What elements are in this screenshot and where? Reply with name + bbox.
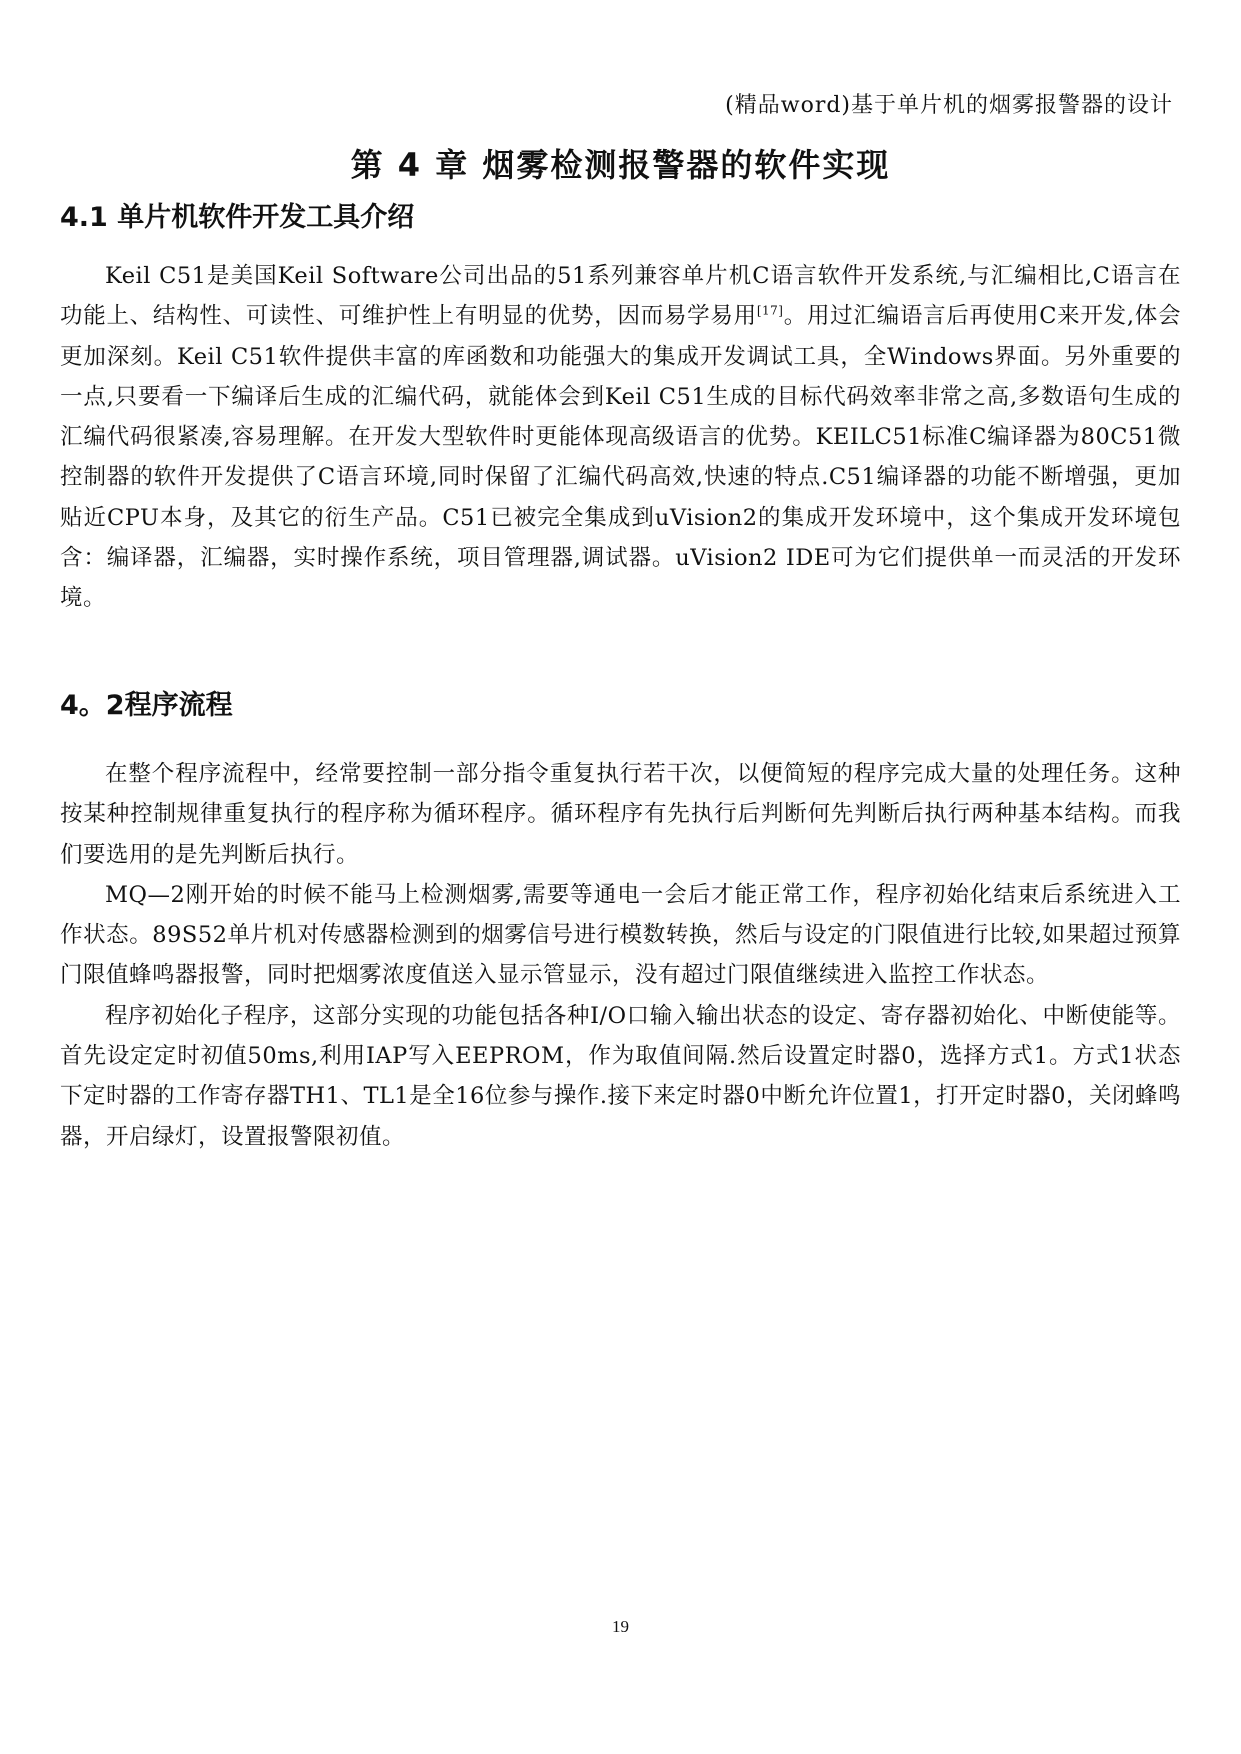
paragraph bbox=[60, 256, 1181, 619]
section-title: 4。2程序流程 bbox=[60, 690, 233, 721]
section-4-1 bbox=[60, 196, 1181, 619]
page-number: 19 bbox=[612, 1617, 629, 1636]
citation-marker: [17] bbox=[756, 303, 784, 318]
running-header: (精品word)基于单片机的烟雾报警器的设计 bbox=[725, 93, 1173, 118]
paragraph: 在整个程序流程中，经常要控制一部分指令重复执行若干次，以便简短的程序完成大量的处理任务。这种按某种控制规律重复执行的程序称为循环程序。循环程序有先执行后判断何先判断后执行两种基本结构。而我们要选用的是先判断后执行。 bbox=[60, 761, 1181, 868]
paragraph-text: Keil C51是美国Keil Software公司出品的51系列兼容单片机C语言软件开发系统,与汇编相比,C语言在功能上、结构性、可读性、可维护性上有明显的优势，因而易学易用 bbox=[60, 263, 1181, 330]
paragraph: 程序初始化子程序，这部分实现的功能包括各种I/O口输入输出状态的设定、寄存器初始化、中断使能等。首先设定定时初值50ms,利用IAP写入EEPROM，作为取值间隔.然后设置定时器0，选择方式1。方式1状态下定时器的工作寄存器TH1、TL1是全16位参与操作.接下来定时器0中断允许位置1，打开定时器0，关闭蜂鸣器，开启绿灯，设置报警限初值。 bbox=[60, 1002, 1181, 1150]
chapter-title: 第 4 章 烟雾检测报警器的软件实现 bbox=[350, 146, 891, 184]
paragraph-text: 。用过汇编语言后再使用C来开发,体会更加深刻。Keil C51软件提供丰富的库函数和功能强大的集成开发调试工具，全Windows界面。另外重要的一点,只要看一下编译后生成的汇编代码，就能体会到Keil C51生成的目标代码效率非常之高,多数语句生成的汇编代码很紧凑,容易理解。在开发大型软件时更能体现高级语言的优势。KEILC51标准C编译器为80C51微控制器的软件开发提供了C语言环境,同时保留了汇编代码高效,快速的特点.C51编译器的功能不断增强，更加贴近CPU本身，及其它的衍生产品。C51已被完全集成到uVision2的集成开发环境中，这个集成开发环境包含：编译器，汇编器，实时操作系统，项目管理器,调试器。uVision2 IDE可为它们提供单一而灵活的开发环境。 bbox=[60, 303, 1181, 612]
section-title: 4.1 单片机软件开发工具介绍 bbox=[60, 202, 415, 233]
section-4-2 bbox=[60, 684, 1181, 1157]
paragraph: MQ—2刚开始的时候不能马上检测烟雾,需要等通电一会后才能正常工作，程序初始化结束后系统进入工作状态。89S52单片机对传感器检测到的烟雾信号进行模数转换，然后与设定的门限值进行比较,如果超过预算门限值蜂鸣器报警，同时把烟雾浓度值送入显示管显示，没有超过门限值继续进入监控工作状态。 bbox=[60, 881, 1181, 989]
